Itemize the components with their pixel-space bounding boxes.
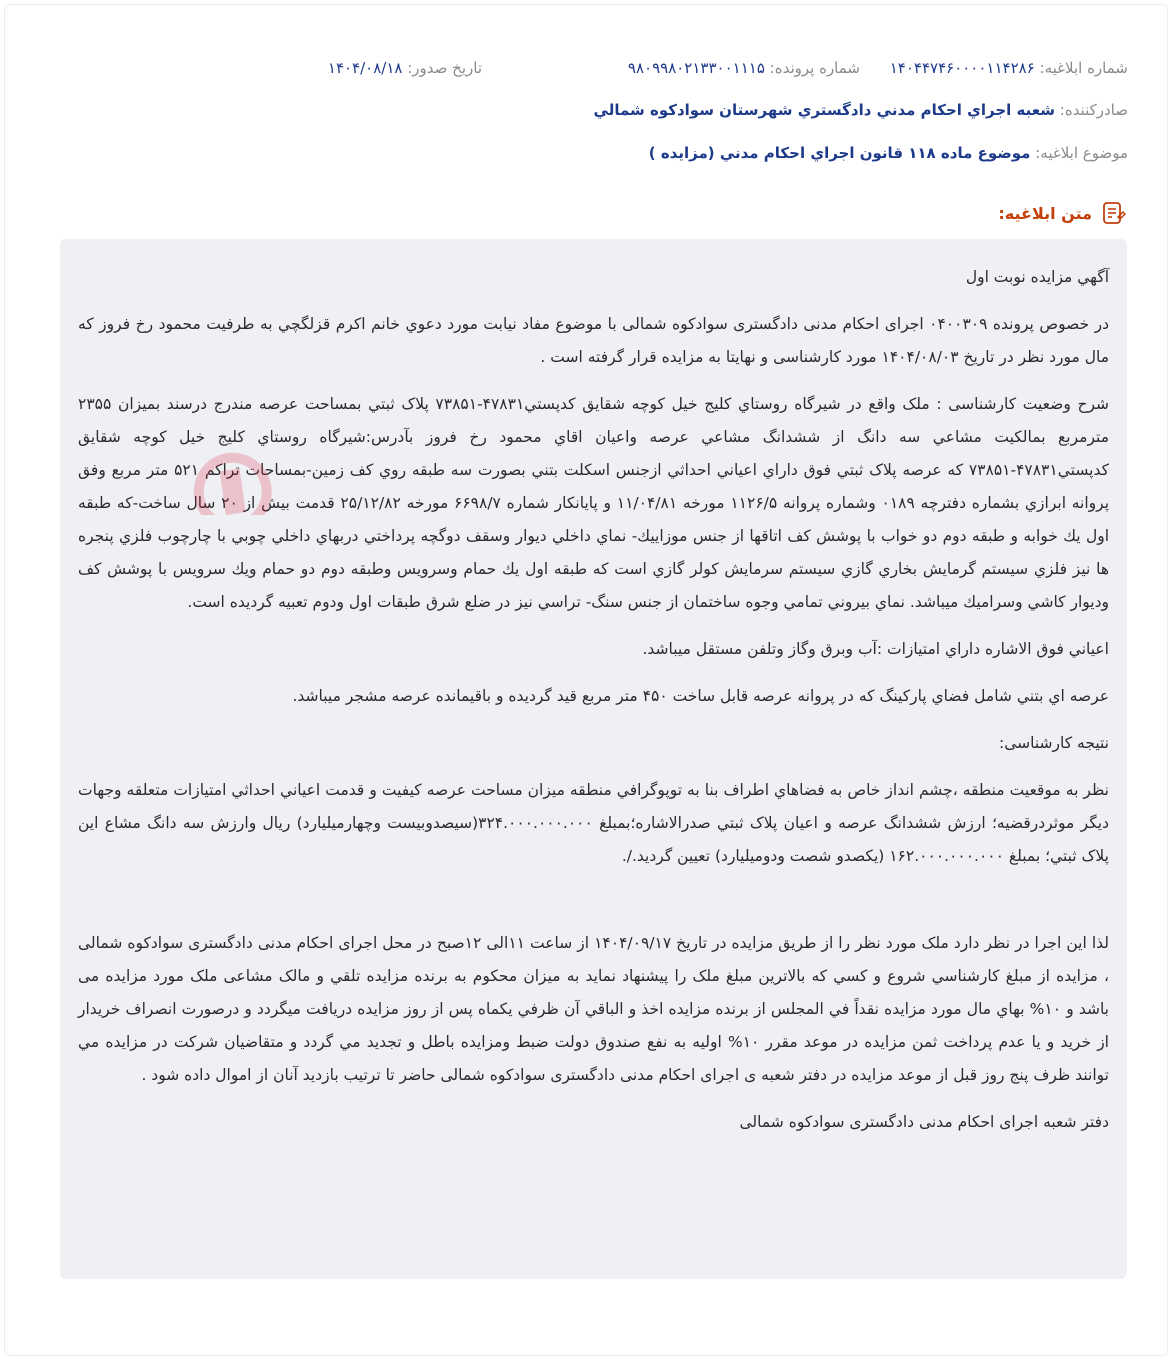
body-paragraph: نظر به موقعيت منطقه ،چشم انداز خاص به فضاهاي اطراف بنا به توپوگرافي منطقه ميزان مساحت عرصه کيفيت و قدمت اعياني احداثي امتيازات متعلقه وجهات ديگر موثردرقضيه؛ ارزش ششدانگ عرصه و اعيان پلاک ثبتي صدرالاشاره؛بمبلغ ۳۲۴.۰۰۰.۰۰۰.۰۰۰(سيصدوبيست وچهارميليارد) ريال وارزش سه دانگ مشاع اين پلاک ثبتي؛ بمبلغ ۱۶۲.۰۰۰.۰۰۰.۰۰۰ (يکصدو شصت ودوميليارد) تعيين گرديد./. [78, 781, 1109, 865]
subject-row [46, 141, 1128, 165]
body-paragraph: در خصوص پرونده ۰۴۰۰۳۰۹ اجرای احکام مدنی دادگستری سوادکوه شمالی با موضوع مفاد نيابت مورد دعوي خانم اکرم قزلگچي به طرفيت محمود رخ فروز که مال مورد نظر در تاريخ ۱۴۰۴/۰۸/۰۳ مورد کارشناسی و نهايتا به مزايده قرار گرفته است . [78, 315, 1109, 366]
body-paragraph-title: آگهي مزايده نوبت اول [965, 268, 1109, 286]
body-paragraph: عرصه اي بتني شامل فضاي پارکينگ که در پروانه عرصه قابل ساخت ۴۵۰ متر مربع قيد گرديده و باقيمانده عرصه مشجر ميباشد. [292, 687, 1109, 705]
body-paragraph: لذا اين اجرا در نظر دارد ملک مورد نظر را از طريق مزايده در تاريخ ۱۴۰۴/۰۹/۱۷ از ساعت ۱۱الی ۱۲صبح در محل اجرای احکام مدنی دادگستری سوادکوه شمالی ، مزايده از مبلغ کارشناسي شروع و کسي که بالاترين مبلغ ملک را پيشنهاد نمايد به ميزان محکوم به برنده مزايده تلقي و مالک مشاعی ملک مورد مزايده می باشد و ۱۰% بهاي مال مورد مزايده نقداً في المجلس از برنده مزايده اخذ و الباقي آن ظرفي يکماه پس از روز مزايده دريافت ميگردد و درصورت انصراف خريدار از خريد و يا عدم پرداخت ثمن مزايده در موعد مقرر ۱۰% اوليه به نفع صندوق دولت ضبط ومزايده باطل و تجديد مي گردد و متقاضيان شرکت در مزايده مي توانند ظرف پنج روز قبل از موعد مزايده در دفتر شعبه ی اجرای احکام مدنی دادگستری سوادکوه شمالی حاضر تا ترتيب بازديد آنان از اموال داده شود . [78, 934, 1109, 1084]
notice-number-label: شماره ابلاغيه: [1039, 59, 1128, 77]
case-number [482, 56, 860, 80]
notice-number-value: ۱۴۰۴۴۷۴۶۰۰۰۰۱۱۴۲۸۶ [889, 59, 1035, 77]
case-number-label: شماره پرونده: [769, 59, 860, 77]
issue-date-label: تاريخ صدور: [407, 59, 482, 77]
header-meta-row [46, 56, 1128, 80]
issuer-value: شعبه اجراي احکام مدني دادگستري شهرستان سوادکوه شمالي [593, 101, 1055, 119]
notice-body-panel [60, 239, 1127, 1279]
issue-date [328, 56, 482, 80]
body-paragraph: اعياني فوق الاشاره داراي امتيازات :آب وبرق وگاز وتلفن مستقل ميباشد. [642, 640, 1109, 658]
body-paragraph-heading: نتيجه کارشناسی: [998, 734, 1109, 752]
body-signature: دفتر شعبه اجرای احکام مدنی دادگستری سوادکوه شمالی [739, 1113, 1109, 1131]
notice-number [860, 56, 1128, 80]
case-number-value: ۹۸۰۹۹۸۰۲۱۳۳۰۰۱۱۱۵ [627, 59, 765, 77]
issuer-label: صادرکننده: [1059, 101, 1128, 119]
document-icon [1100, 200, 1126, 226]
subject-value: موضوع ماده ۱۱۸ قانون اجراي احکام مدني (مزايده ) [648, 144, 1031, 162]
issue-date-value: ۱۴۰۴/۰۸/۱۸ [327, 59, 403, 77]
body-paragraph: شرح وضعيت کارشناسی : ملک واقع در شيرگاه روستاي کليج خيل کوچه شقايق کدپستي۴۷۸۳۱-۷۳۸۵۱ پلاک ثبتي بمساحت عرصه مندرج درسند بميزان ۲۳۵۵ مترمربع بمالکيت مشاعي سه دانگ از ششدانگ مشاعي عرصه واعيان اقاي محمود رخ فروز بآدرس:شيرگاه روستاي کليج خيل کوچه شقايق کدپستي۴۷۸۳۱-۷۳۸۵۱ که عرصه پلاک ثبتي فوق داراي اعياني احداثي ازجنس اسکلت بتني بصورت سه طبقه روي کف زمين-بمساحات تراکم ۵۲۱ متر مربع وفق پروانه ابرازي بشماره دفترچه ۰۱۸۹ وشماره پروانه ۱۱۲۶/۵ مورخه ۱۱/۰۴/۸۱ و پايانکار شماره ۶۶۹۸/۷ مورخه ۲۵/۱۲/۸۲ قدمت بيش از ۲۰ سال ساخت-که طبقه اول يك خوابه و طبقه دوم دو خواب با پوشش کف اتاقها از جنس موزاييك- نماي داخلي ديوار وسقف دوگچه پرداختي دربهاي داخلي چوبي با چارچوب فلزي پنجره ها نيز فلزي سيستم گرمايش بخاري گازي سيستم سرمايش کولر گازي است که طبقه اول يك حمام وسرويس وطبقه دوم دو حمام ويك سرويس با پوشش کف وديوار کاشي وسراميك ميباشد. نماي بيروني تمامي وجوه ساختمان از جنس سنگ- تراسي نيز در ضلع شرق طبقات اول ودوم تعبيه گرديده است. [78, 395, 1110, 611]
subject-label: موضوع ابلاغيه: [1035, 144, 1128, 162]
notice-text-title: متن ابلاغيه: [998, 203, 1092, 223]
issuer-row [46, 98, 1128, 122]
notice-text-heading [998, 200, 1126, 226]
